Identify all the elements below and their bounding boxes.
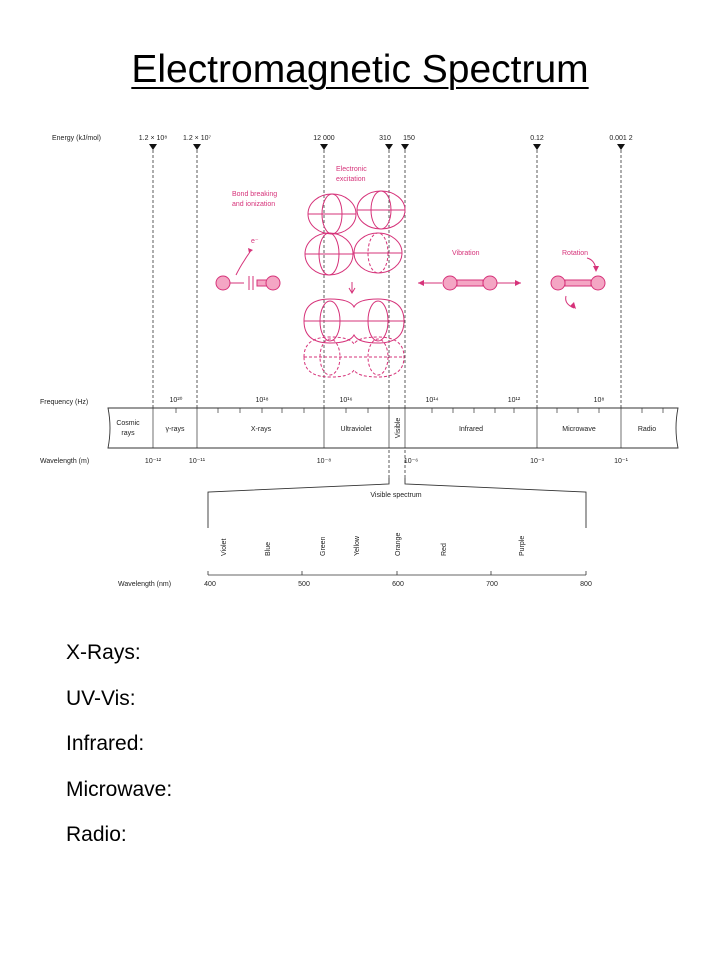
color-label: Yellow [354, 536, 361, 556]
wavelength-tick: 10⁻¹¹ [188, 458, 206, 465]
question-xrays: X-Rays: [66, 641, 141, 664]
energy-axis-label: Energy (kJ/mol) [52, 135, 102, 142]
question-list [66, 638, 172, 866]
frequency-tick: 10¹² [507, 397, 521, 404]
region-cosmic-rays: Cosmic [116, 420, 140, 427]
nm-tick: 400 [204, 581, 216, 588]
annotation-text: and ionization [232, 201, 276, 208]
spectrum-band [108, 408, 678, 448]
annotation-text: Electronic [336, 166, 367, 173]
energy-tick: 1.2 × 10⁷ [182, 135, 212, 142]
energy-tick: 0.12 [530, 135, 544, 142]
annotation-text: Bond breaking [232, 191, 278, 198]
visible-spectrum-bracket [208, 478, 586, 528]
nm-tick: 700 [486, 581, 498, 588]
wavelength-tick: 10⁻¹ [614, 458, 628, 465]
frequency-tick: 10¹⁶ [339, 397, 353, 404]
wavelength-axis-label: Wavelength (m) [40, 458, 90, 465]
rotation-molecule-icon [551, 258, 605, 309]
color-label: Purple [519, 535, 526, 556]
energy-tick: 150 [403, 135, 415, 142]
page-title: Electromagnetic Spectrum [131, 48, 589, 91]
frequency-tick: 10⁸ [593, 397, 605, 404]
region-microwave: Microwave [562, 426, 596, 433]
region-ultraviolet: Ultraviolet [340, 426, 372, 433]
frequency-tick: 10¹⁸ [255, 397, 269, 404]
marker-triangle [385, 144, 393, 150]
energy-tick: 12 000 [313, 135, 335, 142]
wavelength-tick: 10⁻¹² [144, 458, 162, 465]
question-infrared: Infrared: [66, 732, 145, 755]
frequency-tick: 10²⁰ [169, 397, 183, 404]
energy-markers [149, 144, 625, 150]
marker-triangle [320, 144, 328, 150]
marker-triangle [193, 144, 201, 150]
bond-breaking-molecule-icon [216, 248, 280, 290]
nm-tick: 800 [580, 581, 592, 588]
electron-label: e⁻ [251, 238, 259, 245]
color-label: Violet [221, 538, 228, 556]
electronic-excitation-label [336, 166, 367, 183]
color-label: Blue [265, 541, 272, 556]
marker-triangle [149, 144, 157, 150]
region-x-rays: X-rays [250, 426, 272, 433]
wavelength-ticks [145, 458, 629, 465]
rotation-label: Rotation [562, 250, 589, 257]
frequency-axis-label: Frequency (Hz) [40, 399, 89, 406]
visible-spectrum-label: Visible spectrum [370, 492, 422, 499]
color-label: Green [320, 536, 327, 556]
annotation-text: excitation [336, 176, 366, 183]
nm-tick: 500 [298, 581, 310, 588]
energy-tick: 1.2 × 10⁸ [138, 135, 168, 142]
visible-color-labels [221, 533, 526, 556]
nm-tick: 600 [392, 581, 404, 588]
region-cosmic-rays: rays [121, 430, 135, 437]
question-microwave: Microwave: [66, 777, 173, 801]
nm-axis [208, 571, 586, 575]
bond-breaking-label [232, 191, 277, 208]
energy-tick: 0.001 2 [609, 135, 633, 142]
energy-ticks [139, 135, 633, 142]
region-visible: Visible [395, 417, 402, 439]
question-uv-vis: UV-Vis: [66, 686, 136, 710]
color-label: Orange [395, 532, 402, 556]
nm-ticks [204, 581, 592, 588]
nm-axis-label: Wavelength (nm) [118, 581, 172, 588]
frequency-tick: 10¹⁴ [425, 397, 439, 404]
electronic-orbitals-icon [304, 191, 405, 377]
wavelength-tick: 10⁻³ [530, 458, 544, 465]
region-infrared: Infrared [458, 426, 484, 433]
vibration-label: Vibration [452, 250, 480, 257]
wavelength-tick: 10⁻⁸ [316, 458, 332, 465]
frequency-ticks [170, 396, 605, 404]
energy-tick: 310 [379, 135, 391, 142]
question-radio: Radio: [66, 823, 127, 846]
marker-triangle [533, 144, 541, 150]
color-label: Red [441, 543, 448, 556]
vibration-molecule-icon [418, 276, 521, 290]
region-gamma-rays: γ-rays [165, 426, 185, 433]
marker-triangle [401, 144, 409, 150]
region-radio: Radio [637, 426, 657, 433]
marker-triangle [617, 144, 625, 150]
wavelength-tick: 10⁻⁶ [403, 458, 419, 465]
